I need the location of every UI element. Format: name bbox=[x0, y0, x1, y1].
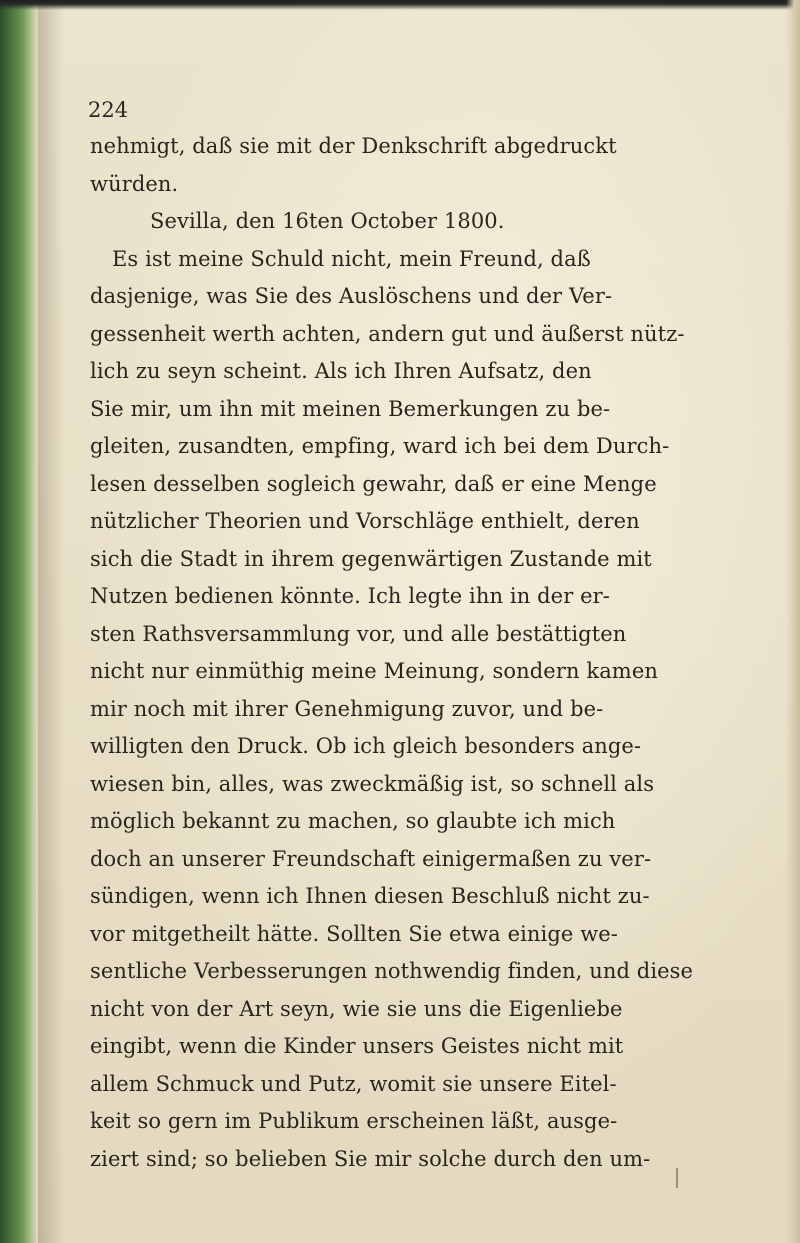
text-line: Es ist meine Schuld nicht, mein Freund, daß bbox=[112, 246, 591, 271]
body-text bbox=[90, 128, 772, 1178]
top-page-edge bbox=[0, 0, 800, 10]
page-number: 224 bbox=[88, 98, 129, 122]
text-line: nehmigt, daß sie mit der Denkschrift abgedruckt bbox=[90, 134, 617, 158]
text-line: nicht von der Art seyn, wie sie uns die Eigenliebe bbox=[90, 996, 623, 1021]
text-line: Sie mir, um ihn mit meinen Bemerkungen zu be- bbox=[90, 396, 611, 421]
text-line: sentliche Verbesserungen nothwendig finden, und diese bbox=[90, 959, 694, 983]
ink-mark bbox=[676, 1168, 678, 1188]
text-line: mir noch mit ihrer Genehmigung zuvor, und be- bbox=[90, 696, 604, 721]
text-line: doch an unserer Freundschaft einigermaßen zu ver- bbox=[90, 846, 652, 871]
text-line: willigten den Druck. Ob ich gleich besonders ange- bbox=[90, 734, 642, 758]
text-line: wiesen bin, alles, was zweckmäßig ist, so schnell als bbox=[90, 771, 655, 796]
gutter-shadow bbox=[38, 0, 64, 1243]
book-binding-edge bbox=[0, 0, 38, 1243]
text-line: lesen desselben sogleich gewahr, daß er eine Menge bbox=[90, 471, 657, 496]
text-line: lich zu seyn scheint. Als ich Ihren Aufsatz, den bbox=[90, 359, 592, 383]
text-line: ziert sind; so belieben Sie mir solche durch den um- bbox=[90, 1146, 651, 1171]
right-page-edge bbox=[786, 0, 800, 1243]
text-line: möglich bekannt zu machen, so glaubte ich mich bbox=[90, 809, 616, 833]
letter-dateline: Sevilla, den 16ten October 1800. bbox=[150, 209, 505, 233]
text-line: Nutzen bedienen könnte. Ich legte ihn in der er- bbox=[90, 584, 610, 608]
text-line: nicht nur einmüthig meine Meinung, sondern kamen bbox=[90, 659, 658, 683]
text-line: allem Schmuck und Putz, womit sie unsere Eitel- bbox=[90, 1071, 617, 1096]
text-line: gleiten, zusandten, empfing, ward ich bei dem Durch- bbox=[90, 434, 670, 458]
text-line: sten Rathsversammlung vor, und alle bestättigten bbox=[90, 621, 627, 646]
text-line: dasjenige, was Sie des Auslöschens und der Ver- bbox=[90, 284, 613, 308]
text-line: würden. bbox=[90, 171, 179, 196]
text-line: keit so gern im Publikum erscheinen läßt, ausge- bbox=[90, 1109, 618, 1133]
text-line: sündigen, wenn ich Ihnen diesen Beschluß nicht zu- bbox=[90, 884, 650, 908]
text-line: sich die Stadt in ihrem gegenwärtigen Zustande mit bbox=[90, 546, 652, 571]
text-line: gessenheit werth achten, andern gut und äußerst nütz- bbox=[90, 321, 685, 346]
text-line: vor mitgetheilt hätte. Sollten Sie etwa einige we- bbox=[90, 921, 618, 946]
text-line: eingibt, wenn die Kinder unsers Geistes nicht mit bbox=[90, 1034, 624, 1058]
text-line: nützlicher Theorien und Vorschläge enthielt, deren bbox=[90, 509, 640, 533]
